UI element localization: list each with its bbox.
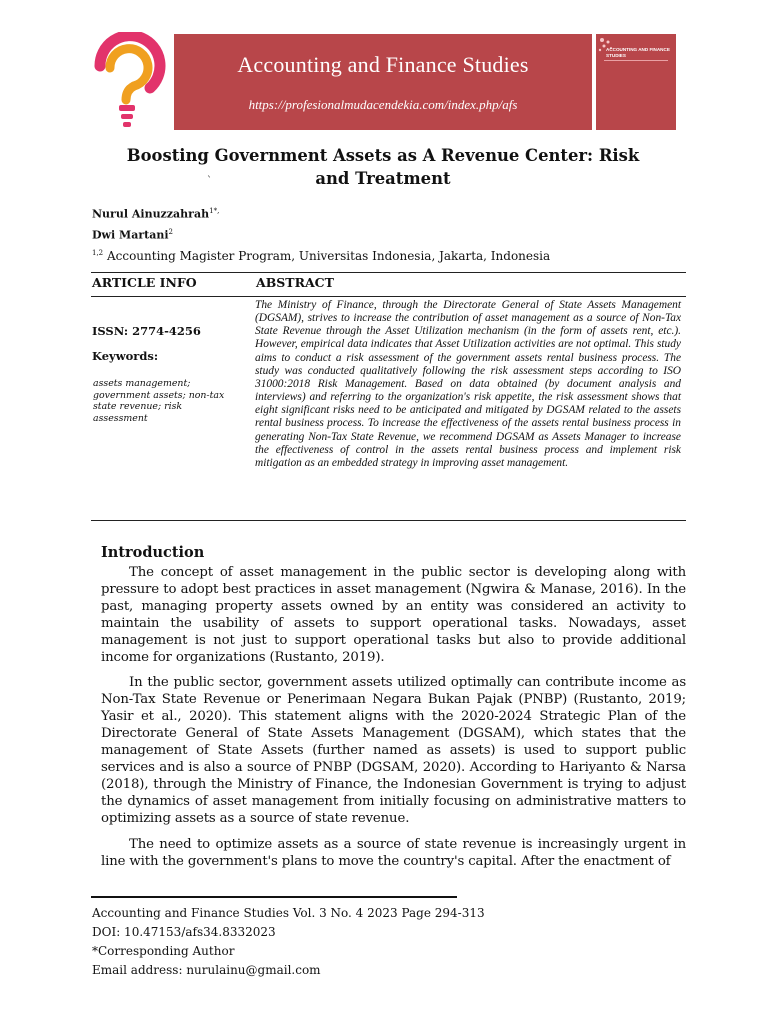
author-1: Nurul Ainuzzahrah$^{1*,}$	[92, 207, 220, 221]
table-mid-rule	[91, 296, 686, 297]
table-bottom-rule	[91, 520, 686, 521]
journal-name: Accounting and Finance Studies	[237, 52, 529, 77]
intro-paragraph-2: In the public sector, government assets utilized optimally can contribute income as Non-Tax State Revenue or Penerimaan Negara Bukan Pajak (PNBP) (Rustanto, 2019; Yasir et al., 2020). This statement aligns with the 2020-2024 Strategic Plan of the Directorate General of State Assets Management (DGSAM), which states that the management of State Assets (further named as assets) is used to support public services and is also a source of PNBP (DGSAM, 2020). According to Hariyanto & Narsa (2018), through the Ministry of Finance, the Indonesian Government is trying to adjust the dynamics of asset management from initially focusing on administrative matters to optimizing assets as a source of state revenue.	[101, 675, 686, 826]
table-top-rule	[91, 272, 686, 273]
footer-doi: DOI: 10.47153/afs34.8332023	[92, 925, 276, 939]
footer-corresponding: *Corresponding Author	[92, 944, 235, 958]
keywords-list: assets management; government assets; non-tax state revenue; risk assessment	[93, 378, 225, 424]
lightbulb-question-icon	[88, 32, 172, 132]
keywords-label: Keywords:	[92, 349, 159, 363]
author-2: Dwi Martani$^2$	[92, 228, 173, 242]
journal-banner	[174, 34, 592, 130]
footer-citation: Accounting and Finance Studies Vol. 3 No. 4 2023 Page 294-313	[92, 906, 485, 920]
abstract-text: The Ministry of Finance, through the Directorate General of State Assets Management (DGSAM), strives to increase the contribution of asset management as a source of Non-Tax State Revenue through the Asset Utilization mechanism (in the form of assets rent, etc.). However, empirical data indicates that Asset Utilization activities are not optimal. This study aims to conduct a risk assessment of the government assets rental business process. The study was conducted qualitatively following the risk assessment steps according to ISO 31000:2018 Risk Management. Based on data obtained (by document analysis and interviews) and referring to the organization's risk appetite, the risk assessment shows that eight significant risks need to be anticipated and mitigated by DGSAM related to the assets rental business process. To increase the effectiveness of the assets rental business process in generating Non-Tax State Revenue, we recommend DGSAM as Assets Manager to increase the effectiveness of control in the assets rental business process and implement risk mitigation as an embedded strategy in improving asset management.	[255, 299, 681, 469]
affiliation: $^{1,2}$ Accounting Magister Program, Universitas Indonesia, Jakarta, Indonesia	[92, 249, 551, 263]
abstract-header: ABSTRACT	[256, 275, 334, 290]
intro-paragraph-3: The need to optimize assets as a source of state revenue is increasingly urgent in line with the government's plans to move the country's capital. After the enactment of	[101, 837, 686, 869]
intro-paragraph-1: The concept of asset management in the public sector is developing along with pressure to adopt best practices in asset management (Ngwira & Manase, 2016). In the past, managing property assets owned by an entity was considered an activity to maintain the usability of assets to support operational tasks. Nowadays, asset management is not just to support operational tasks but also to provide additional income for organizations (Rustanto, 2019).	[101, 565, 686, 665]
paper-title: Boosting Government Assets as A Revenue Center: Risk and Treatment	[126, 146, 640, 188]
journal-cover-thumbnail	[596, 34, 676, 130]
issn: ISSN: 2774-4256	[92, 324, 201, 338]
journal-url-link[interactable]: https://profesionalmudacendekia.com/index.php/afs	[248, 97, 518, 112]
article-info-header: ARTICLE INFO	[92, 275, 197, 290]
stray-mark: `	[207, 176, 212, 187]
footer-email[interactable]: Email address: nurulainu@gmail.com	[92, 963, 321, 977]
footnote-rule	[91, 896, 457, 898]
cover-title: ACCOUNTING AND FINANCE STUDIES	[606, 47, 670, 58]
section-heading: Introduction	[101, 544, 205, 561]
